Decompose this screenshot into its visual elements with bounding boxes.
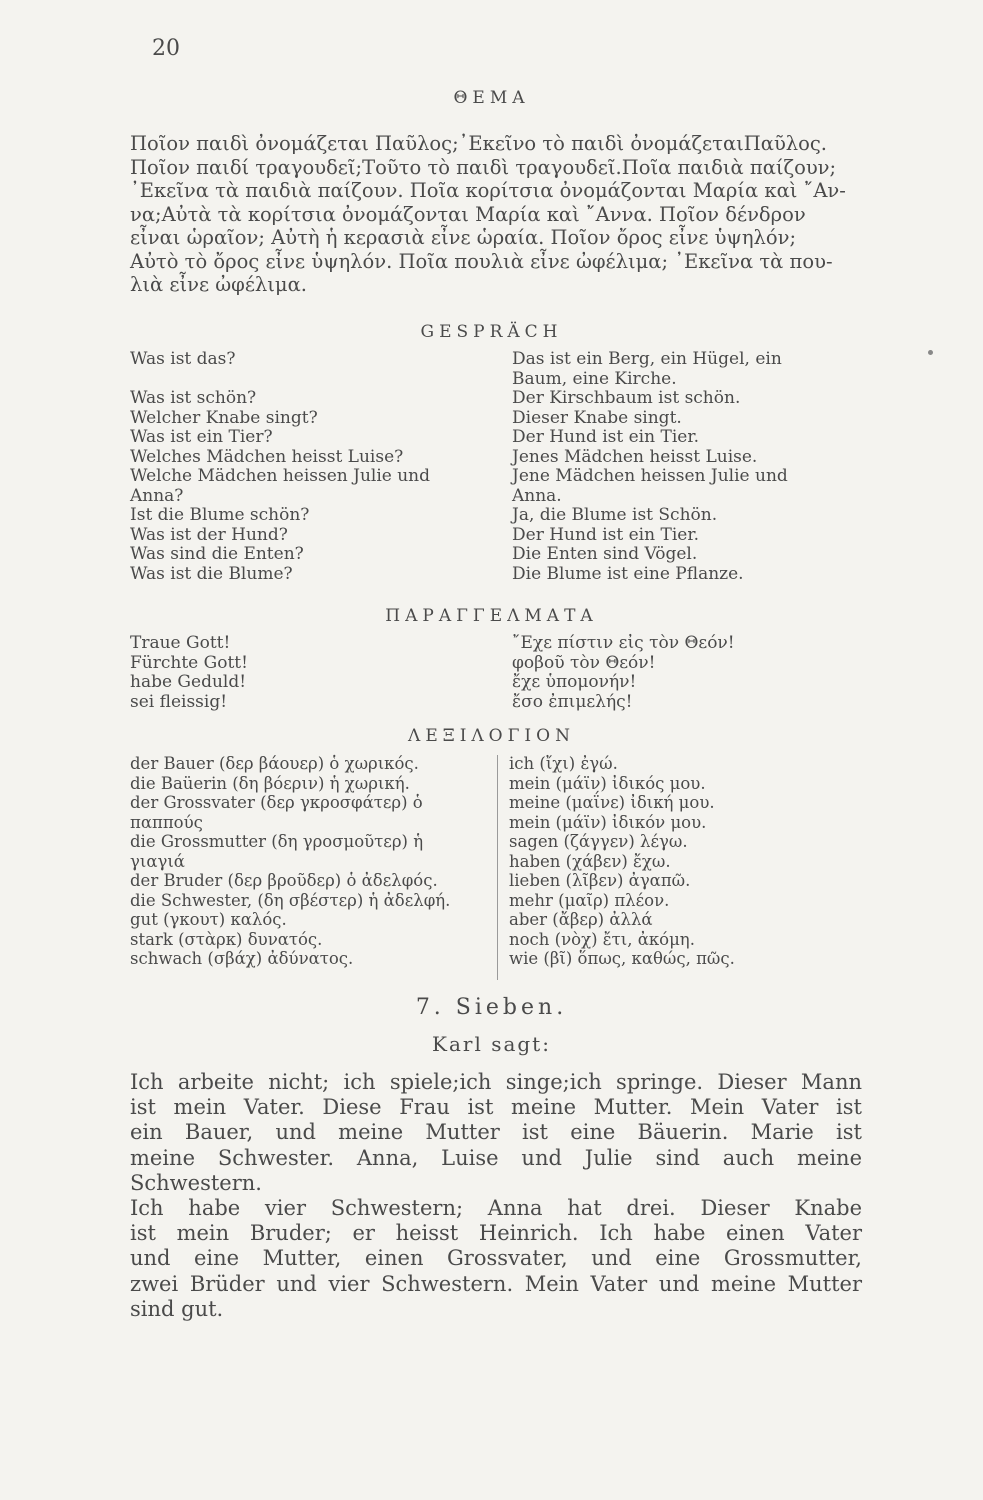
thema-line: εἶναι ὡραῖον; Αὐτὴ ἡ κερασιὰ εἶνε ὡραία. Ποῖον ὄρος εἶνε ὑψηλόν; [130,226,797,249]
answer: Dieser Knabe singt. [512,407,682,428]
question: Was ist schön? [130,388,257,408]
thema-line: λιὰ εἶνε ὠφέλιμα. [130,273,307,296]
lexilogion-heading: ΛΕΞΙΛΟΓΙΟΝ [408,726,575,746]
question: Welches Mädchen heisst Luise? [130,446,404,467]
thema-paragraph [130,132,860,297]
vocab-entry: lieben (λῖβεν) ἀγαπῶ. [509,871,691,890]
vocab-entry: die Schwester, (δη σβέστερ) ἡ ἀδελφή. [130,890,451,910]
lesson-line: meine Schwester. Anna, Luise und Julie sind auch meine [130,1145,862,1170]
gesprach-heading: GESPRÄCH [420,322,563,342]
vocab-entry: haben (χάβεν) ἔχω. [509,851,671,871]
vocab-entry: der Bauer (δερ βάουερ) ὁ χωρικός. [130,754,419,773]
vocab-entry: die Baüerin (δη βόεριν) ἡ χωρική. [130,773,410,793]
question: Anna? [130,485,184,506]
commandment-german: Traue Gott! [130,633,231,653]
answer: Anna. [512,485,562,506]
question: Welcher Knabe singt? [130,407,318,428]
commandment-german: Fürchte Gott! [130,652,248,673]
page-number: 20 [152,36,180,61]
vocab-entry: die Grossmutter (δη γροσμοῦτερ) ἡ [130,832,424,851]
vocab-entry: wie (βῖ) ὅπως, καθώς, πῶς. [509,949,735,968]
lesson-line: ist mein Vater. Diese Frau ist meine Mutter. Mein Vater ist [130,1095,862,1120]
vocab-entry: παππούς [130,812,203,832]
lesson-line: ein Bauer, und meine Mutter ist eine Bäuerin. Marie ist [130,1120,862,1145]
commandment-greek: ἔχε ὑπομονήν! [512,672,637,692]
answer: Der Hund ist ein Tier. [512,427,699,447]
answer: Die Blume ist eine Pflanze. [512,563,744,584]
question: Ist die Blume schön? [130,505,310,525]
ink-spot [928,350,933,355]
gesprach-answers [512,350,872,584]
thema-line: Ποῖον παιδί τραγουδεῖ;Τοῦτο τὸ παιδὶ τραγουδεῖ.Ποῖα παιδιὰ παίζουν; [130,155,837,179]
vocab-entry: stark (στὰρκ) δυνατός. [130,929,323,949]
thema-line: να;Αὐτὰ τὰ κορίτσια ὀνομάζονται Μαρία καὶ ῎Αννα. Ποῖον δένδρον [130,202,806,226]
lesson-line: Schwestern. [130,1170,262,1195]
lesson-line: sind gut. [130,1296,224,1321]
question: Was ist der Hund? [130,524,288,545]
parangelmata-heading: ΠΑΡΑΓΓΕΛΜΑΤΑ [385,606,598,626]
answer: Der Kirschbaum ist schön. [512,388,741,408]
commandment-german: sei fleissig! [130,691,228,712]
vocab-entry: aber (ἄβερ) ἀλλά [509,910,653,929]
thema-heading: ΘΕΜΑ [453,88,530,108]
vocabulary-right [509,754,871,969]
answer: Ja, die Blume ist Schön. [512,505,718,525]
vocab-entry: sagen (ζάγγεν) λέγω. [509,832,688,851]
thema-line: Ποῖον παιδὶ ὀνομάζεται Παῦλος;᾽Εκεῖνο τὸ παιδὶ ὀνομάζεταιΠαῦλος. [130,132,828,155]
gesprach-questions [130,350,490,584]
question: Welche Mädchen heissen Julie und [130,466,431,486]
vocab-entry: ich (ἴχι) ἐγώ. [509,754,618,773]
answer: Baum, eine Kirche. [512,368,677,389]
lesson-line: Ich arbeite nicht; ich spiele;ich singe;ich springe. Dieser Mann [130,1070,862,1094]
vocab-entry: mein (μάϊν) ἰδικόν μου. [509,812,707,832]
lesson-subtitle: Karl sagt: [432,1032,551,1056]
thema-line: ᾽Εκεῖνα τὰ παιδιὰ παίζουν. Ποῖα κορίτσια ὀνομάζονται Μαρία καὶ ῎Αν- [130,179,846,202]
commandment-greek: ἔσο ἐπιμελής! [512,691,633,712]
answer: Jenes Mädchen heisst Luise. [512,446,758,467]
question: Was sind die Enten? [130,544,304,564]
vocab-entry: mehr (μαῖρ) πλέον. [509,890,670,910]
vocab-entry: γιαγιά [130,851,185,871]
lesson-line: zwei Brüder und vier Schwestern. Mein Vater und meine Mutter [130,1271,862,1296]
question [130,370,490,390]
vocabulary-left [130,754,492,969]
vocab-entry: mein (μάϊν) ἰδικός μου. [509,773,706,793]
lesson-line: ist mein Bruder; er heisst Heinrich. Ich habe einen Vater [130,1221,862,1246]
lesson-text [130,1070,862,1322]
answer: Der Hund ist ein Tier. [512,524,699,545]
vocab-entry: meine (μαΐνε) ἰδική μου. [509,793,715,812]
vocab-entry: noch (νὸχ) ἔτι, ἀκόμη. [509,929,695,949]
commandment-greek: ῎Εχε πίστιν εἰς τὸν Θεόν! [512,633,735,653]
answer: Jene Mädchen heissen Julie und [512,466,788,486]
answer: Die Enten sind Vögel. [512,544,698,564]
commandment-german: habe Geduld! [130,672,247,692]
column-divider [497,755,498,980]
vocab-entry: der Bruder (δερ βροῦδερ) ὁ ἀδελφός. [130,871,438,890]
lesson-line: und eine Mutter, einen Grossvater, und eine Grossmutter, [130,1246,862,1271]
commandment-greek: φοβοῦ τὸν Θεόν! [512,652,656,673]
vocab-entry: schwach (σβάχ) ἀδύνατος. [130,949,354,968]
lesson-title: 7. Sieben. [415,995,568,1020]
answer: Das ist ein Berg, ein Hügel, ein [512,349,782,369]
question: Was ist die Blume? [130,563,293,584]
vocab-entry: gut (γκουτ) καλός. [130,910,287,929]
thema-line: Αὐτὸ τὸ ὄρος εἶνε ὑψηλόν. Ποῖα πουλιὰ εἶνε ὠφέλιμα; ᾽Εκεῖνα τὰ που- [130,249,833,273]
question: Was ist ein Tier? [130,427,273,447]
commandments-greek [512,634,872,712]
commandments-german [130,634,490,712]
vocab-entry: der Grossvater (δερ γκροσφάτερ) ὁ [130,793,423,812]
lesson-line: Ich habe vier Schwestern; Anna hat drei. Dieser Knabe [130,1196,862,1221]
question: Was ist das? [130,349,236,369]
